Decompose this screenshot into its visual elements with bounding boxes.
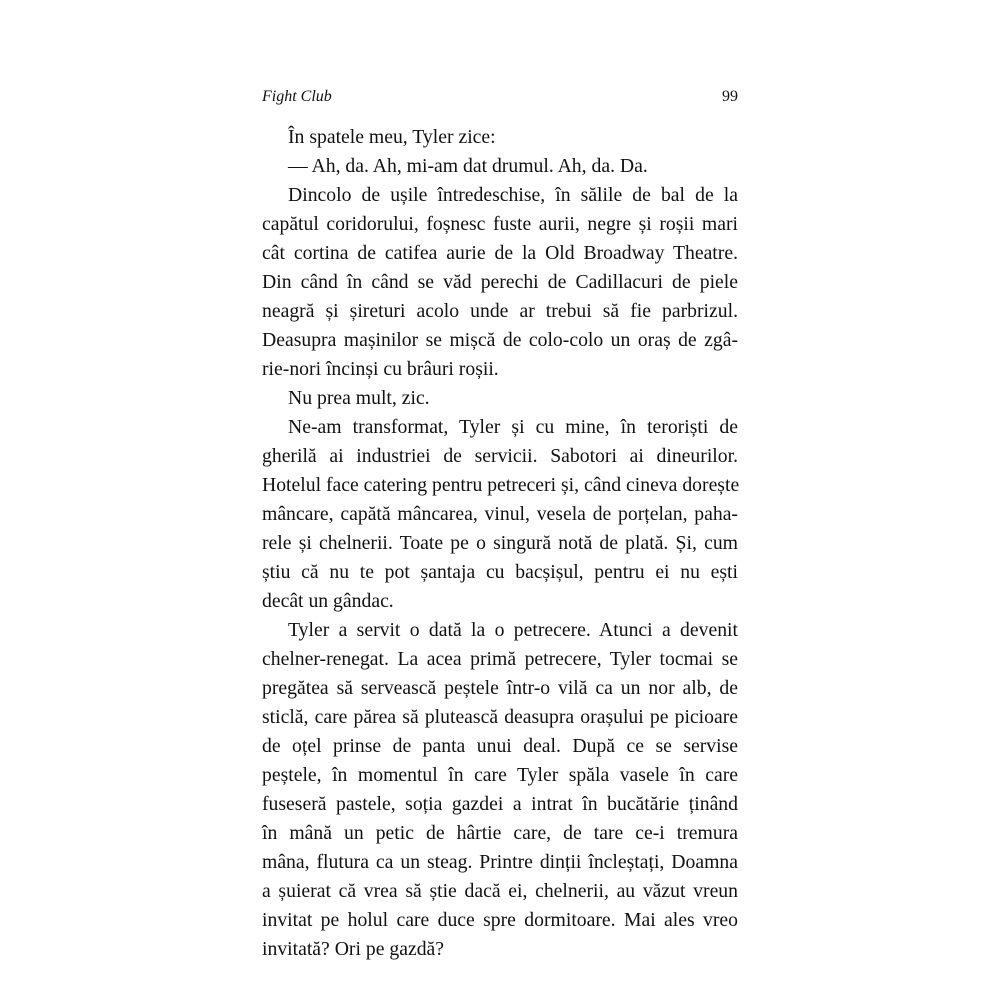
text-line: mâncare, capătă mâncarea, vinul, vesela de porțelan, paha- xyxy=(262,503,738,525)
text-line: pregătea să servească peștele într-o vilă ca un nor alb, de xyxy=(262,677,738,699)
text-line: gherilă ai industriei de servicii. Sabotori ai dineurilor. xyxy=(262,445,738,467)
text-line: rele și chelnerii. Toate pe o singură notă de plată. Și, cum xyxy=(262,532,738,554)
text-line: invitată? Ori pe gazdă? xyxy=(262,938,445,960)
text-line: Tyler a servit o dată la o petrecere. Atunci a devenit xyxy=(288,619,738,641)
text-line: fuseseră pastele, soția gazdei a intrat în bucătărie ținând xyxy=(262,793,738,815)
text-line: Ne-am transformat, Tyler și cu mine, în teroriști de xyxy=(288,416,738,438)
text-line: Nu prea mult, zic. xyxy=(288,387,430,409)
text-line: invitat pe holul care duce spre dormitoare. Mai ales vreo xyxy=(262,909,738,931)
text-line: Hotelul face catering pentru petreceri și, când cineva dorește xyxy=(262,474,740,496)
text-line: Deasupra mașinilor se mișcă de colo-colo un oraș de zgâ- xyxy=(262,329,738,351)
text-line: decât un gândac. xyxy=(262,590,394,612)
text-line: sticlă, care părea să plutească deasupra orașului pe picioare xyxy=(262,706,738,728)
text-line: rie-nori încinși cu brâuri roșii. xyxy=(262,358,499,380)
text-line: știu că nu te pot șantaja cu bacșișul, pentru ei nu ești xyxy=(262,561,738,583)
body-text xyxy=(262,123,738,964)
text-line: peștele, în momentul în care Tyler spăla vasele în care xyxy=(262,764,738,786)
text-line: în mână un petic de hârtie care, de tare ce-i tremura xyxy=(262,822,738,844)
page-number: 99 xyxy=(722,88,738,105)
text-line: de oțel prinse de panta unui deal. După ce se servise xyxy=(262,735,738,757)
text-line: În spatele meu, Tyler zice: xyxy=(288,126,496,148)
running-head xyxy=(262,86,738,108)
text-line: mâna, flutura ca un steag. Printre dinții încleștați, Doamna xyxy=(262,851,738,873)
text-line: Din când în când se văd perechi de Cadillacuri de piele xyxy=(262,271,738,293)
text-line: neagră și șireturi acolo unde ar trebui să fie parbrizul. xyxy=(262,300,738,322)
text-line: chelner-renegat. La acea primă petrecere, Tyler tocmai se xyxy=(262,648,738,670)
text-line: Dincolo de ușile întredeschise, în sălile de bal de la xyxy=(288,184,738,206)
text-line: a șuierat că vrea să știe dacă ei, chelnerii, au văzut vreun xyxy=(262,880,738,902)
text-line: capătul coridorului, foșnesc fuste aurii, negre și roșii mari xyxy=(262,213,738,235)
text-line: — Ah, da. Ah, mi-am dat drumul. Ah, da. Da. xyxy=(288,155,648,177)
text-line: cât cortina de catifea aurie de la Old Broadway Theatre. xyxy=(262,242,738,264)
book-title: Fight Club xyxy=(262,88,332,105)
